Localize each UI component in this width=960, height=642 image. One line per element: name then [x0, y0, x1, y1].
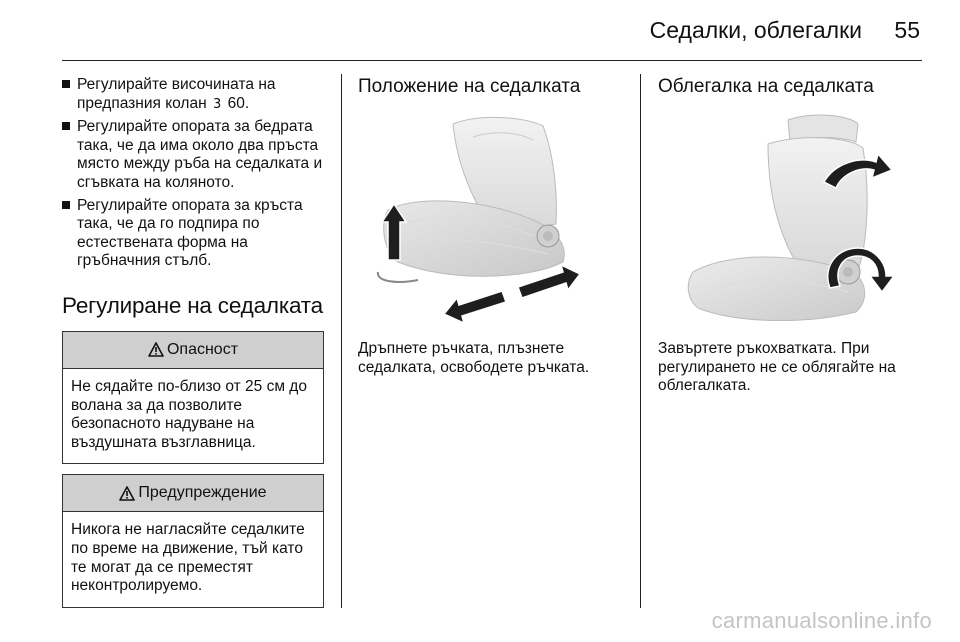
header-title: Седалки, облегалки: [649, 17, 862, 43]
bullet-square-icon: [62, 80, 70, 88]
warning-notice: [62, 474, 324, 607]
watermark: carmanualsonline.info: [711, 608, 932, 633]
bullet-square-icon: [62, 122, 70, 130]
column-middle: [358, 76, 624, 377]
page-reference-icon: 3: [212, 96, 222, 112]
warning-notice-header: [63, 475, 323, 512]
page-number: 55: [894, 17, 920, 43]
warning-triangle-icon: [119, 486, 135, 501]
column-left: [62, 76, 324, 618]
warning-notice-title: Предупреждение: [138, 484, 267, 502]
bullet-list: [62, 76, 324, 271]
seat-position-illustration: [358, 112, 620, 326]
bullet-square-icon: [62, 201, 70, 209]
list-item: [62, 197, 324, 271]
backrest-caption: Завъртете ръкохватката. При регулирането не се облягайте на облегалката.: [658, 340, 896, 395]
header-rule: [62, 60, 922, 61]
bullet-text: Регулирайте опората за кръста така, че да го подпира по естествената форма на гръбначния стълб.: [77, 196, 303, 270]
danger-notice-title: Опасност: [166, 340, 239, 358]
danger-notice-body: Не сядайте по-близо от 25 см до волана за да позволите безопасното надуване на въздушната възглавница.: [71, 377, 307, 451]
warning-triangle-icon: [148, 342, 164, 357]
backrest-heading: Облегалка на седалката: [658, 76, 874, 97]
danger-notice: [62, 331, 324, 464]
column-divider: [640, 74, 641, 608]
column-divider: [341, 74, 342, 608]
list-item: [62, 76, 324, 114]
danger-notice-header: [63, 332, 323, 369]
bullet-text: Регулирайте височината на предпазния колан: [77, 76, 276, 112]
seat-backrest-illustration: [658, 112, 920, 326]
seat-position-caption: Дръпнете ръчката, плъзнете седалката, освободете ръчката.: [358, 340, 590, 376]
warning-notice-body: Никога не нагласяйте седалките по време на движение, тъй като те могат да се преместят неконтролируемо.: [71, 521, 305, 595]
seat-position-heading: Положение на седалката: [358, 76, 581, 97]
page-reference[interactable]: 60.: [227, 94, 250, 112]
section-heading: Регулиране на седалката: [62, 292, 323, 318]
bullet-text: Регулирайте опората за бедрата така, че да има около два пръста място между ръба на седалката и сгъвката на коляното.: [77, 118, 323, 191]
list-item: [62, 118, 324, 192]
column-right: [658, 76, 920, 396]
